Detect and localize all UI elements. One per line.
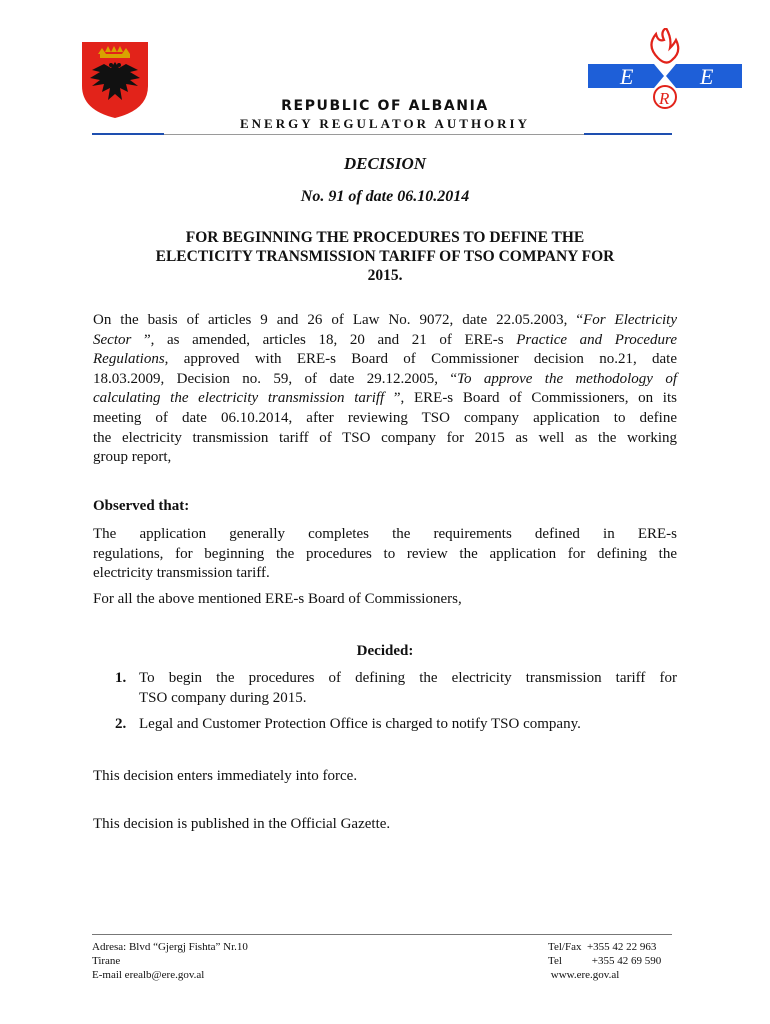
force-statement-text: This decision enters immediately into force. [93,768,358,784]
observed-line: The application generally completes the requirements defined in ERE-s [93,526,677,542]
board-statement-text: For all the above mentioned ERE-s Board of Commissioners, [93,591,462,607]
footer-contact-block [548,940,661,982]
preamble-line: Regulations, approved with ERE-s Board of Commissioner decision no.21, date [93,351,677,368]
logo-letter-r: R [659,89,670,108]
board-statement [93,590,677,610]
observed-line: regulations, for beginning the procedures to review the application for defining the [93,545,677,562]
decision-item-number: 1. [115,670,127,686]
decision-item-text: Legal and Customer Protection Office is charged to notify TSO company. [139,716,581,732]
logo-letter-e-left: E [620,64,634,89]
footer-email: E-mail erealb@ere.gov.al [92,969,205,981]
footer-city: Tirane [92,955,121,967]
decided-heading: Decided: [356,643,414,659]
observed-paragraph [93,525,677,584]
footer-telfax: Tel/Fax +355 42 22 963 [548,941,657,953]
decision-item-text: TSO company during 2015. [139,689,307,706]
publication-statement [93,815,677,835]
preamble-paragraph [93,311,677,468]
preamble-line: calculating the electricity transmission tariff ”, ERE-s Board of Commissioners, on its [93,390,677,407]
subject-line-2: ELECTICITY TRANSMISSION TARIFF OF TSO COMPANY FOR [155,248,615,265]
decision-number: No. 91 of date 06.10.2014 [300,188,470,205]
header-divider-accent-right [584,133,672,135]
footer-website: www.ere.gov.al [550,969,620,981]
authority-heading: ENERGY REGULATOR AUTHORIY [239,116,530,131]
logo-letter-e-right: E [700,64,714,89]
decision-item [115,715,677,735]
decision-item-number: 2. [115,716,127,732]
footer-address: Adresa: Blvd “Gjergj Fishta” Nr.10 [92,941,248,953]
preamble-line: On the basis of articles 9 and 26 of Law No. 9072, date 22.05.2003, “For Electricity [93,312,677,328]
preamble-line: the electricity transmission tariff of TSO company for 2015 as well as the working [93,429,677,446]
preamble-line: group report, [93,449,172,466]
observed-line: electricity transmission tariff. [93,565,270,582]
decision-title: DECISION [343,154,427,173]
force-statement [93,767,677,787]
subject-line-1: FOR BEGINNING THE PROCEDURES TO DEFINE THE [185,229,585,246]
publication-statement-text: This decision is published in the Official Gazette. [93,816,391,832]
observed-heading: Observed that: [93,498,190,514]
footer-divider [92,934,672,935]
preamble-line: Sector ”, as amended, articles 18, 20 and 21 of ERE-s Practice and Procedure [93,331,677,348]
republic-heading: REPUBLIC OF ALBANIA [281,98,489,114]
decision-item-text: To begin the procedures of defining the electricity transmission tariff for [139,670,677,686]
decision-item [115,669,677,709]
footer-address-block [92,940,248,982]
decision-subject [95,228,675,285]
header-divider-accent-left [92,133,164,135]
preamble-line: 18.03.2009, Decision no. 59, of date 29.12.2005, “To approve the methodology of [93,370,677,387]
preamble-line: meeting of date 06.10.2014, after reviewing TSO company application to define [93,409,677,426]
subject-line-3: 2015. [367,267,403,284]
footer-tel: Tel +355 42 69 590 [548,955,662,967]
